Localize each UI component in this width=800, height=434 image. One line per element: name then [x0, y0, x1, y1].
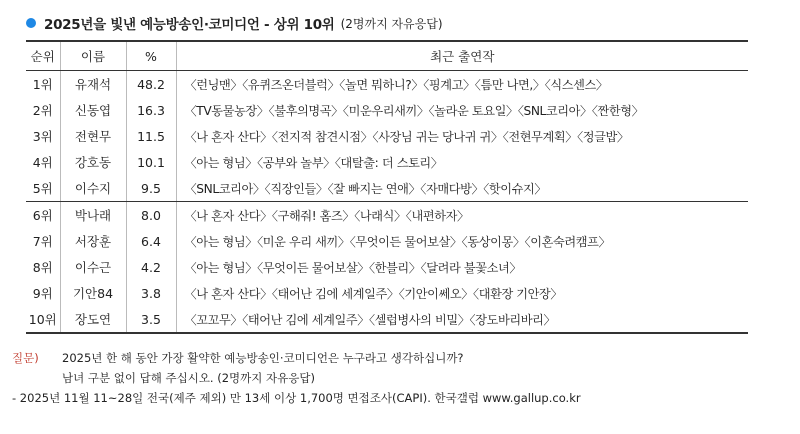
percent-cell: 6.4 — [126, 228, 176, 254]
works-cell: 〈나 혼자 산다〉〈전지적 참견시점〉〈사장님 귀는 당나귀 귀〉〈전현무계획〉〈정글밥〉 — [184, 129, 629, 144]
percent-cell: 4.2 — [126, 254, 176, 280]
works-cell: 〈아는 형님〉〈무엇이든 물어보살〉〈한블리〉〈달려라 불꽃소녀〉 — [184, 260, 522, 275]
header-works: 최근 출연작 — [176, 41, 748, 71]
header-name: 이름 — [60, 41, 126, 71]
table-row — [26, 149, 748, 175]
question-line-2 — [12, 368, 782, 388]
bullet-icon — [26, 18, 36, 28]
rank-cell: 10위 — [26, 306, 60, 333]
question-text-2: 남녀 구분 없이 답해 주십시오. (2명까지 자유응답) — [62, 371, 315, 385]
table-row — [26, 228, 748, 254]
header-percent: % — [126, 41, 176, 71]
table-body — [26, 71, 748, 334]
rank-cell: 8위 — [26, 254, 60, 280]
rank-cell: 9위 — [26, 280, 60, 306]
name-cell: 신동엽 — [60, 97, 126, 123]
table-row — [26, 280, 748, 306]
rank-cell: 3위 — [26, 123, 60, 149]
table-row — [26, 123, 748, 149]
title-row — [26, 10, 443, 36]
table-row — [26, 306, 748, 333]
rank-cell: 4위 — [26, 149, 60, 175]
percent-cell: 16.3 — [126, 97, 176, 123]
percent-cell: 3.8 — [126, 280, 176, 306]
question-text-1: 2025년 한 해 동안 가장 활약한 예능방송인·코미디언은 누구라고 생각하십니까? — [62, 351, 464, 365]
name-cell: 유재석 — [60, 71, 126, 98]
rank-cell: 2위 — [26, 97, 60, 123]
percent-cell: 8.0 — [126, 202, 176, 229]
rank-cell: 1위 — [26, 71, 60, 98]
percent-cell: 9.5 — [126, 175, 176, 202]
table-row — [26, 175, 748, 202]
percent-cell: 3.5 — [126, 306, 176, 333]
rank-cell: 7위 — [26, 228, 60, 254]
question-line-1 — [12, 348, 782, 368]
name-cell: 서장훈 — [60, 228, 126, 254]
name-cell: 강호동 — [60, 149, 126, 175]
works-cell: 〈아는 형님〉〈공부와 놀부〉〈대탈출: 더 스토리〉 — [184, 155, 443, 170]
table-row — [26, 254, 748, 280]
name-cell: 박나래 — [60, 202, 126, 229]
works-cell: 〈TV동물농장〉〈불후의명곡〉〈미운우리새끼〉〈놀라운 토요일〉〈SNL코리아〉〈짠한형〉 — [184, 103, 644, 118]
page-title: 2025년을 빛낸 예능방송인·코미디언 - 상위 10위 — [44, 17, 335, 33]
name-cell: 장도연 — [60, 306, 126, 333]
rank-cell: 5위 — [26, 175, 60, 202]
rank-cell: 6위 — [26, 202, 60, 229]
table-row — [26, 71, 748, 98]
header-rank: 순위 — [26, 41, 60, 71]
question-label: 질문) — [12, 351, 39, 365]
name-cell: 기안84 — [60, 280, 126, 306]
name-cell: 전현무 — [60, 123, 126, 149]
ranking-table — [26, 40, 748, 334]
table-row — [26, 97, 748, 123]
name-cell: 이수지 — [60, 175, 126, 202]
percent-cell: 10.1 — [126, 149, 176, 175]
percent-cell: 11.5 — [126, 123, 176, 149]
works-cell: 〈나 혼자 산다〉〈태어난 김에 세계일주〉〈기안이쎄오〉〈대환장 기안장〉 — [184, 286, 563, 301]
percent-cell: 48.2 — [126, 71, 176, 98]
works-cell: 〈SNL코리아〉〈직장인들〉〈잘 빠지는 연애〉〈자매다방〉〈핫이슈지〉 — [176, 175, 748, 202]
works-cell: 〈꼬꼬무〉〈태어난 김에 세계일주〉〈셀럽병사의 비밀〉〈장도바리바리〉 — [176, 306, 748, 333]
works-cell: 〈아는 형님〉〈미운 우리 새끼〉〈무엇이든 물어보살〉〈동상이몽〉〈이혼숙려캠프〉 — [184, 234, 611, 249]
works-cell: 〈런닝맨〉〈유퀴즈온더블럭〉〈놀면 뭐하니?〉〈핑계고〉〈틈만 나면,〉〈식스센스〉 — [184, 77, 608, 92]
title-note: (2명까지 자유응답) — [340, 16, 443, 31]
table-header-row — [26, 41, 748, 71]
table-row — [26, 202, 748, 229]
footnotes — [12, 348, 782, 408]
works-cell: 〈나 혼자 산다〉〈구해줘! 홈즈〉〈나래식〉〈내편하자〉 — [184, 208, 469, 223]
name-cell: 이수근 — [60, 254, 126, 280]
source-line: - 2025년 11월 11~28일 전국(제주 제외) 만 13세 이상 1,700명 면접조사(CAPI). 한국갤럽 www.gallup.co.kr — [12, 391, 581, 405]
